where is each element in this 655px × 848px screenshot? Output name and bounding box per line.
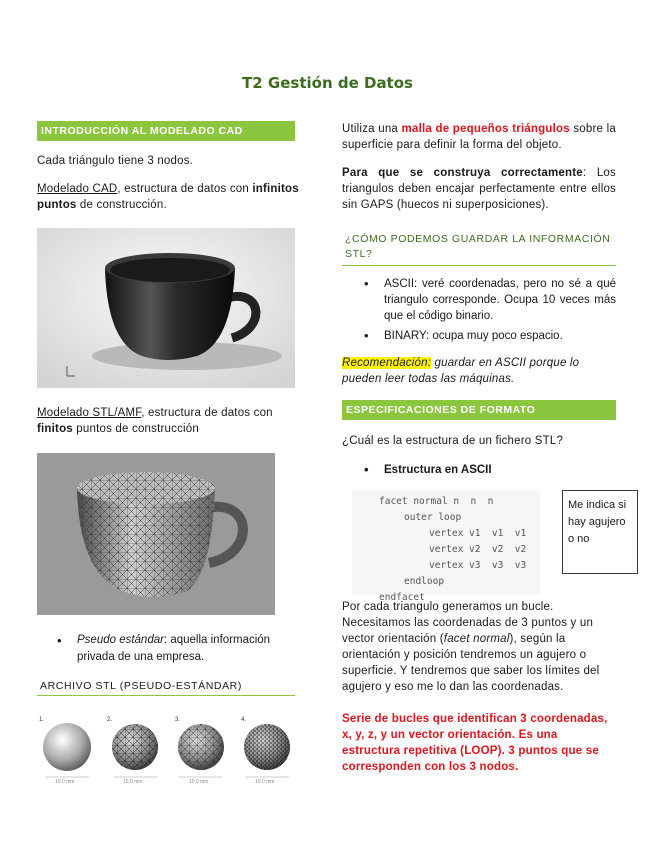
- cad-paragraph: [37, 181, 299, 213]
- loop-em: facet normal: [443, 633, 510, 645]
- sphere-label-2: 2.: [107, 717, 113, 723]
- stl-mid: , estructura de datos con: [141, 407, 273, 419]
- section-header-intro: INTRODUCCIÓN AL MODELADO CAD: [37, 121, 295, 141]
- page-title: T2 Gestión de Datos: [242, 74, 413, 92]
- pseudo-term: Pseudo estándar: [77, 634, 164, 646]
- stl-paragraph: [37, 405, 299, 437]
- loop-paragraph: [342, 599, 616, 695]
- pseudo-rest: : aquella información privada de una empresa.: [77, 634, 271, 663]
- sphere-dim-1: 10.0 mm: [55, 779, 75, 785]
- sphere-dim-2: 10.0 mm: [123, 779, 143, 785]
- cad-cup-image: [37, 228, 295, 388]
- stl-term: Modelado STL/AMF: [37, 407, 142, 419]
- structure-bullet: • Estructura en ASCII: [384, 462, 616, 478]
- code-line-3: vertex v1 v1 v1: [429, 528, 527, 539]
- note-box: Me indica si hay agujero o no: [562, 490, 638, 574]
- code-line-5: vertex v3 v3 v3: [429, 560, 527, 571]
- code-line-4: vertex v2 v2 v2: [429, 544, 527, 555]
- mesh-paragraph: [342, 121, 616, 153]
- ascii-bullet: • ASCII: veré coordenadas, pero no sé a qué triangulo corresponde. Ocupa 10 veces más que el código binario.: [384, 276, 616, 324]
- sphere-dim-3: 10.0 mm: [189, 779, 209, 785]
- recommend-paragraph: [342, 355, 616, 387]
- mesh-post: sobre la superficie para definir la forma del objeto.: [342, 123, 616, 151]
- section-header-stl: ARCHIVO STL (PSEUDO-ESTÁNDAR): [37, 678, 295, 696]
- code-line-2: outer loop: [404, 512, 462, 523]
- section-header-save: ¿CÓMO PODEMOS GUARDAR LA INFORMACIÓN STL?: [342, 230, 616, 266]
- cad-bold: infinitos puntos: [37, 183, 299, 211]
- cad-term: Modelado CAD: [37, 183, 118, 195]
- stl-mesh-cup-image: [37, 453, 275, 615]
- recommend-rest: guardar en ASCII porque lo pueden leer todas las máquinas.: [342, 357, 580, 385]
- summary-paragraph: Serie de bucles que identifican 3 coordenadas, x, y, z, y un vector orientación. Es una estructura repetitiva (LOOP). 3 puntos que se corresponden con los 3 nodos.: [342, 713, 608, 773]
- question-text: ¿Cuál es la estructura de un fichero STL?: [342, 435, 564, 447]
- intro-text: Cada triángulo tiene 3 nodos.: [37, 155, 194, 167]
- spheres-image: [37, 713, 299, 785]
- recommend-label: Recomendación:: [342, 357, 432, 369]
- loop-p1: Por cada triangulo generamos un bucle. Necesitamos las coordenadas de 3 puntos y un vector orientación (: [342, 601, 594, 645]
- section-header-spec: ESPECIFICACIONES DE FORMATO: [342, 400, 616, 420]
- stl-end: puntos de construcción: [72, 423, 199, 435]
- loop-p2: ), según la orientación y posición tendremos un agujero o superficie. Y tendremos que saber los límites del agujero y eso me lo dan las coordenadas.: [342, 633, 600, 693]
- build-paragraph: [342, 165, 616, 213]
- pseudo-bullet: [77, 632, 295, 666]
- mesh-pre: Utiliza una: [342, 123, 402, 135]
- build-rest: : Los triangulos deben encajar perfectamente entre ellos sin GAPS (huecos ni superposiciones).: [342, 167, 616, 211]
- sphere-label-4: 4.: [241, 717, 247, 723]
- cad-mid: , estructura de datos con: [117, 183, 253, 195]
- code-line-1: facet normal n n n: [379, 496, 494, 507]
- code-line-7: endfacet: [379, 592, 425, 603]
- cad-end: de construcción.: [76, 199, 167, 211]
- stl-bold: finitos: [37, 423, 73, 435]
- sphere-dim-4: 10.0 mm: [255, 779, 275, 785]
- stl-ascii-code-block: [352, 490, 540, 603]
- sphere-label-3: 3.: [175, 717, 181, 723]
- mesh-red: malla de pequeños triángulos: [401, 123, 570, 135]
- build-bold: Para que se construya correctamente: [342, 167, 583, 179]
- sphere-label-1: 1.: [39, 717, 45, 723]
- code-line-6: endloop: [404, 576, 445, 587]
- binary-bullet: • BINARY: ocupa muy poco espacio.: [384, 328, 616, 344]
